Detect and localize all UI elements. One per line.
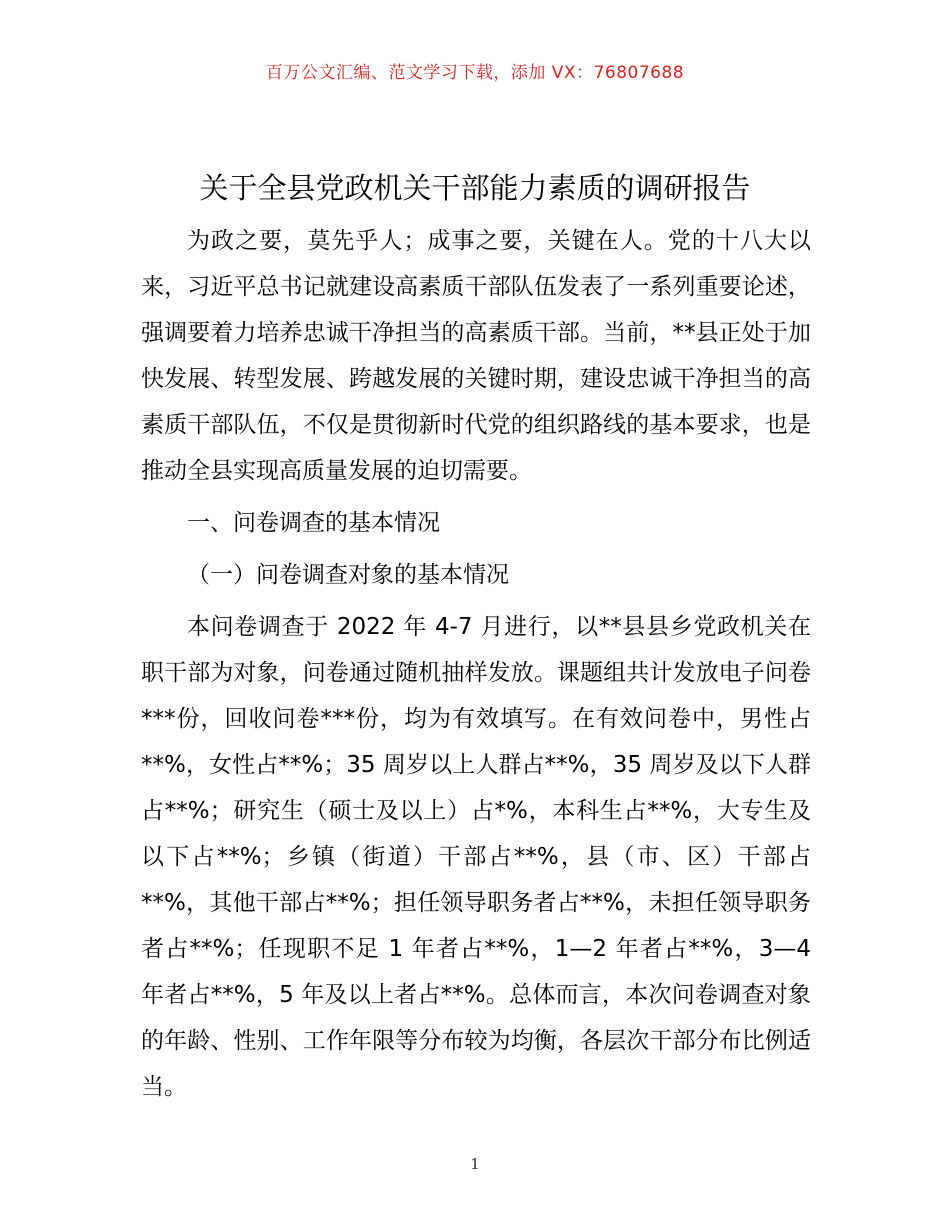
intro-paragraph: 为政之要，莫先乎人；成事之要，关键在人。党的十八大以来，习近平总书记就建设高素质干部队伍发表了一系列重要论述，强调要着力培养忠诚干净担当的高素质干部。当前，**县正处于加快发展、转型发展、跨越发展的关键时期，建设忠诚干净担当的高素质干部队伍，不仅是贯彻新时代党的组织路线的基本要求，也是推动全县实现高质量发展的迫切需要。	[141, 228, 811, 484]
survey-paragraph: 本问卷调查于 2022 年 4-7 月进行，以**县县乡党政机关在职干部为对象，问卷通过随机抽样发放。课题组共计发放电子问卷***份，回收问卷***份，均为有效填写。在有效问卷中，男性占**%，女性占**%；35 周岁以上人群占**%，35 周岁及以下人群占**%；研究生（硕士及以上）占*%，本科生占**%，大专生及以下占**%；乡镇（街道）干部占**%，县（市、区）干部占**%，其他干部占**%；担任领导职务者占**%，未担任领导职务者占**%；任现职不足 1 年者占**%，1—2 年者占**%，3—4 年者占**%，5 年及以上者占**%。总体而言，本次问卷调查对象的年龄、性别、工作年限等分布较为均衡，各层次干部分布比例适当。	[141, 614, 811, 1100]
page-number: 1	[470, 1155, 480, 1173]
document-body	[141, 218, 811, 1110]
section-heading: 一、问卷调查的基本情况	[187, 510, 440, 536]
document-title: 关于全县党政机关干部能力素质的调研报告	[199, 171, 751, 205]
subsection-heading: （一）问卷调查对象的基本情况	[187, 562, 509, 588]
watermark-banner: 百万公文汇编、范文学习下载，添加 VX：76807688	[265, 63, 685, 83]
